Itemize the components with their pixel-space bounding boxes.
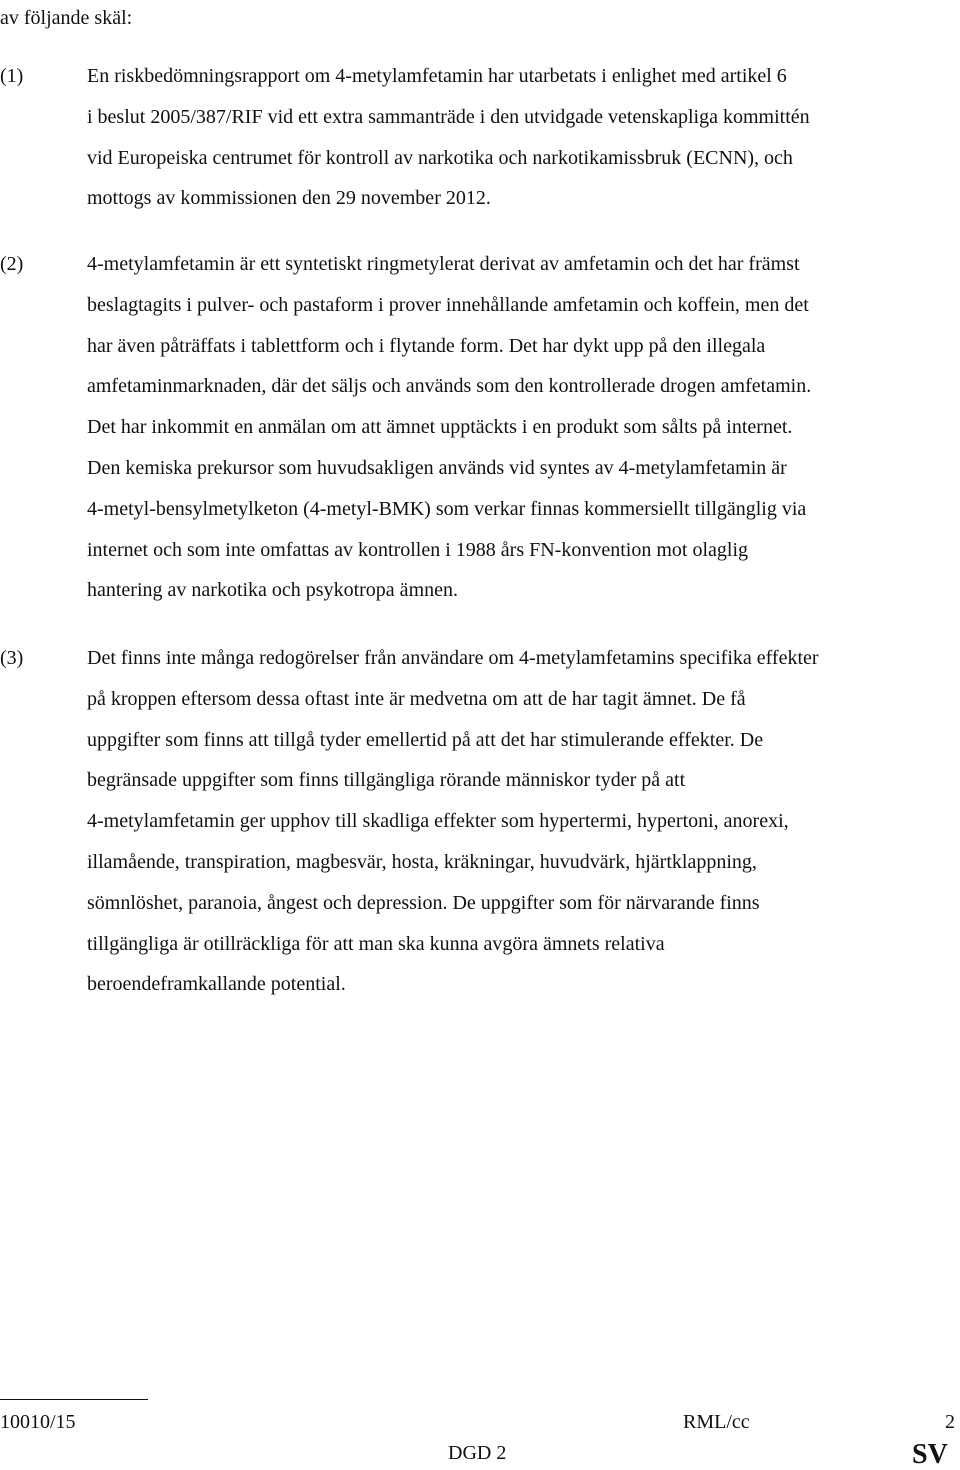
text-line: har även påträffats i tablettform och i flytande form. Det har dykt upp på den illegala [87,334,766,357]
text-line: tillgängliga är otillräckliga för att man ska kunna avgöra ämnets relativa [87,932,665,955]
text-line: Det finns inte många redogörelser från användare om 4-metylamfetamins specifika effekter [87,647,819,669]
text-line: amfetaminmarknaden, där det säljs och används som den kontrollerade drogen amfetamin. [87,375,812,398]
text-line: illamående, transpiration, magbesvär, hosta, kräkningar, huvudvärk, hjärtklappning, [87,850,757,873]
page-number: 2 [945,1411,955,1433]
text-line: begränsade uppgifter som finns tillgängliga rörande människor tyder på att [87,769,686,792]
text-line: 4-metylamfetamin är ett syntetiskt ringmetylerat derivat av amfetamin och det har främst [87,253,800,275]
footer-divider [0,1399,148,1400]
text-line: En riskbedömningsrapport om 4-metylamfetamin har utarbetats i enlighet med artikel 6 [87,65,787,87]
text-line: mottogs av kommissionen den 29 november 2012. [87,187,491,210]
recital-text [87,56,957,219]
text-line: vid Europeiska centrumet för kontroll av narkotika och narkotikamissbruk (ECNN), och [87,146,793,169]
text-line: beroendeframkallande potential. [87,973,346,996]
recital-number: (3) [0,647,24,669]
text-line: uppgifter som finns att tillgå tyder emellertid på att det har stimulerande effekter. De [87,728,764,751]
text-line: Det har inkommit en anmälan om att ämnet upptäckts i en produkt som sålts på internet. [87,416,793,439]
language-code: SV [912,1439,948,1470]
text-line: Den kemiska prekursor som huvudsakligen används vid syntes av 4-metylamfetamin är [87,456,787,479]
recital-text [87,244,957,611]
text-line: i beslut 2005/387/RIF vid ett extra sammanträde i den utvidgade vetenskapliga kommittén [87,105,810,128]
intro-text: av följande skäl: [0,7,133,29]
text-line: hantering av narkotika och psykotropa ämnen. [87,579,458,602]
recital-text [87,638,957,1005]
document-reference: 10010/15 [0,1411,76,1433]
text-line: sömnlöshet, paranoia, ångest och depression. De uppgifter som för närvarande finns [87,891,760,914]
text-line: internet och som inte omfattas av kontrollen i 1988 års FN-konvention mot olaglig [87,538,748,561]
text-line: 4-metylamfetamin ger upphov till skadliga effekter som hypertermi, hypertoni, anorexi, [87,810,789,833]
department-code: DGD 2 [448,1442,507,1464]
recital-number: (1) [0,65,24,87]
text-line: 4-metyl-bensylmetylketon (4-metyl-BMK) som verkar finnas kommersiellt tillgänglig via [87,497,807,520]
author-initials: RML/cc [683,1411,750,1433]
recital-number: (2) [0,253,24,275]
text-line: på kroppen eftersom dessa oftast inte är medvetna om att de har tagit ämnet. De få [87,687,746,710]
text-line: beslagtagits i pulver- och pastaform i prover innehållande amfetamin och koffein, men det [87,293,809,316]
